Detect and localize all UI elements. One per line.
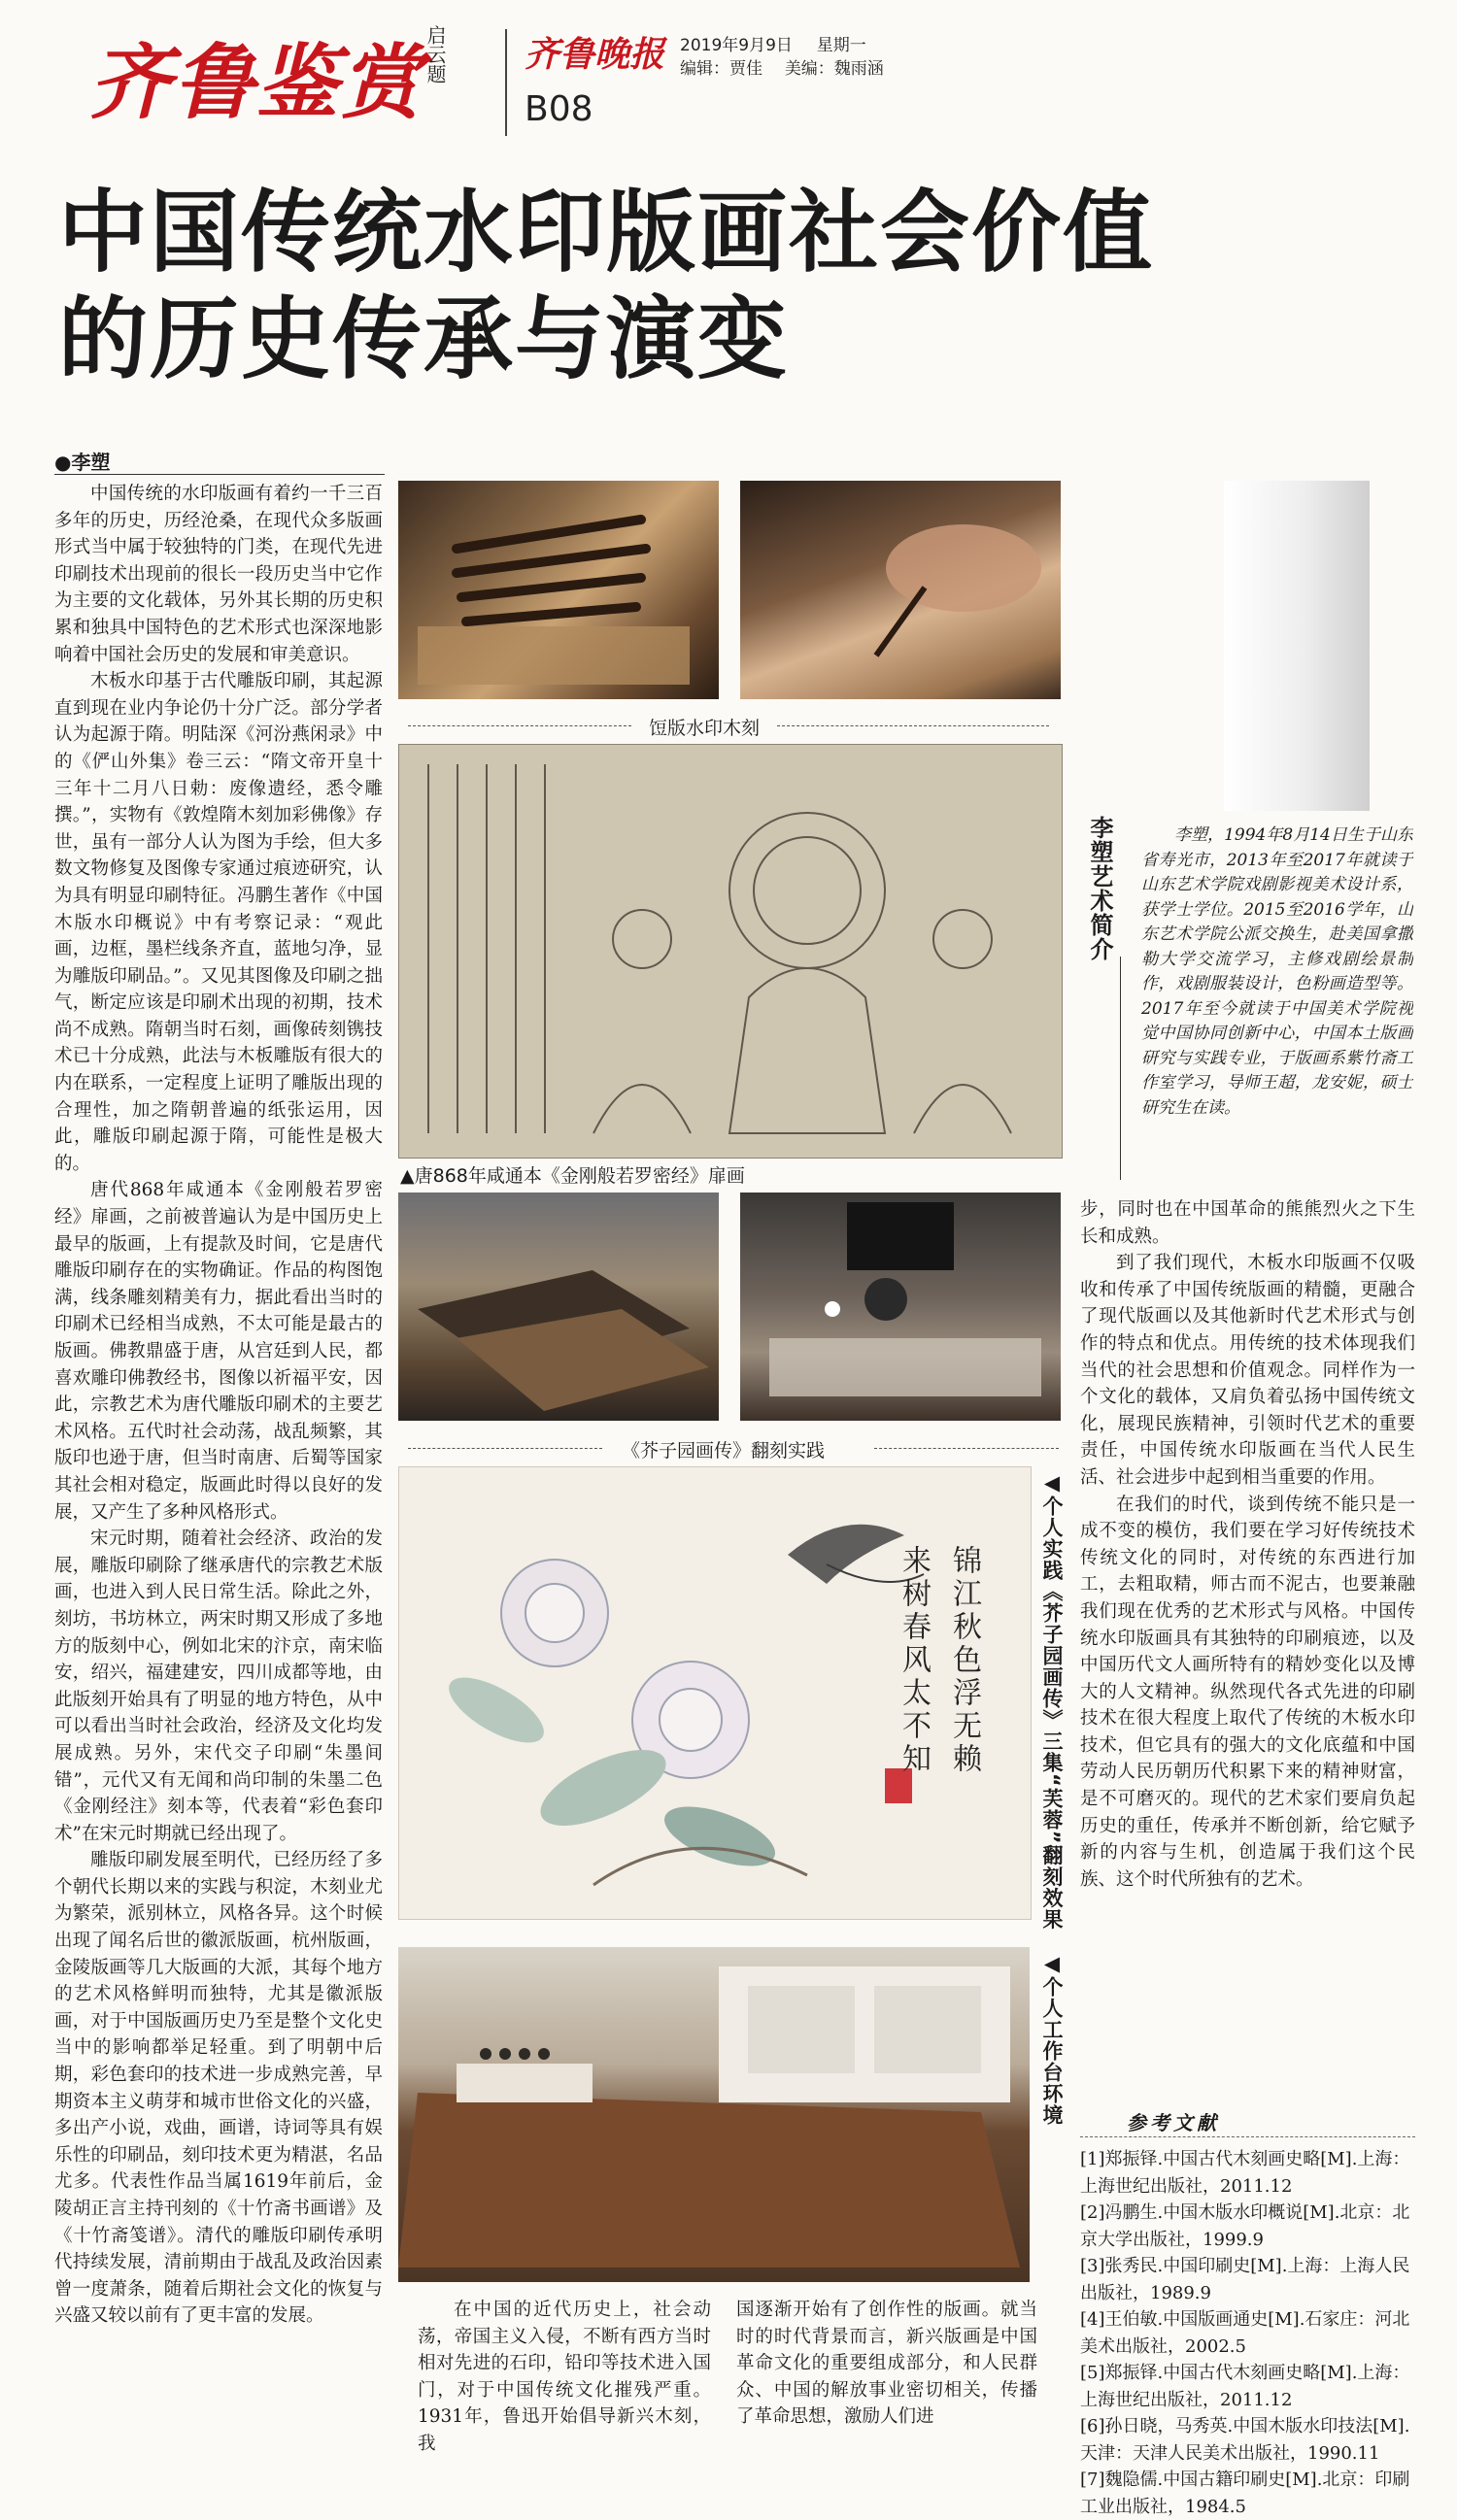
photo-diamond-sutra-frontispiece — [398, 744, 1063, 1159]
page-number: B08 — [525, 89, 593, 129]
photo-woodblocks — [398, 1193, 719, 1421]
poem-line-2: 来树春风太不知 — [897, 1545, 931, 1776]
bio-label: 李塑艺术简介 — [1086, 816, 1113, 961]
bio-label-rule — [1120, 957, 1121, 1180]
masthead-divider — [505, 29, 507, 136]
reference-item: [5]郑振铎.中国古代木刻画史略[M].上海：上海世纪出版社，2011.12 — [1080, 2363, 1410, 2410]
caption-rule-left — [408, 725, 631, 726]
article-paragraph: 步，同时也在中国革命的熊熊烈火之下生长和成熟。 — [1080, 1199, 1415, 1247]
caption-rule-right — [874, 1448, 1059, 1449]
paper-name: 齐鲁晚报 — [525, 34, 665, 75]
byline: ●李塑 — [54, 451, 111, 474]
reference-item: [6]孙日晓，马秀英.中国木版水印技法[M].天津：天津人民美术出版社，1990.11 — [1080, 2416, 1410, 2464]
section-title: 齐鲁鉴赏 — [89, 34, 424, 130]
article-column-3-bottom — [736, 2297, 1037, 2452]
photo-artist-workbench — [740, 1193, 1061, 1421]
caption-mustard-seed-practice: 《芥子园画传》翻刻实践 — [622, 1440, 826, 1462]
artist-workbench-illustration — [740, 1193, 1061, 1421]
studio-workbench-illustration — [398, 1947, 1030, 2282]
woodblocks-illustration — [398, 1193, 719, 1421]
article-column-1 — [54, 481, 383, 2501]
article-paragraph: 到了我们现代，木板水印版画不仅吸收和传承了中国传统版画的精髓，更融合了现代版画以及其他新时代艺术形式与创作的特点和优点。用传统的技术体现我们当代的社会思想和价值观念。同样作为一个文化的载体，又肩负着弘扬中国传统文化，展现民族精神，引领时代艺术的重要责任，中国传统水印版画在当代人民生活、社会进步中起到相当重要的作用。 — [1080, 1253, 1415, 1488]
reference-item: [2]冯鹏生.中国木版水印概说[M].北京：北京大学出版社，1999.9 — [1080, 2202, 1410, 2250]
article-paragraph: 国逐渐开始有了创作性的版画。就当时的时代背景而言，新兴版画是中国革命文化的重要组成部分，和人民群众、中国的解放事业密切相关，传播了革命思想，激励人们进 — [736, 2300, 1037, 2428]
hibiscus-print-illustration — [399, 1467, 1031, 1919]
article-paragraph: 木板水印基于古代雕版印刷，其起源直到现在业内争论仍十分广泛。部分学者认为起源于隋。明陆深《河汾燕闲录》中的《俨山外集》卷三云：“隋文帝开皇十三年十二月八日勅：废像遗经，悉令雕撰。”，实物有《敦煌隋木刻加彩佛像》存世，虽有一部分人认为图为手绘，但大多数文物修复及图像专家通过痕迹研究，认为具有明显印刷特征。冯鹏生著作《中国木版水印概说》中有考察记录：“观此画，边框，墨栏线条齐直，蓝地匀净，显为雕版印刷品。”。又见其图像及印刷之拙气，断定应该是印刷术出现的初期，技术尚不成熟。隋朝当时石刻，画像砖刻镌技术已十分成熟，此法与木板雕版有很大的内在联系，一定程度上证明了雕版出现的合理性，加之隋朝普遍的纸张运用，因此，雕版印刷起源于隋，可能性是极大的。 — [54, 671, 383, 1174]
date-text: 2019年9月9日 — [680, 36, 793, 55]
caption-hibiscus-effect: ◀个人实践《芥子园画传》三集“芙蓉”翻刻效果 — [1040, 1471, 1064, 1931]
masthead — [0, 0, 1457, 151]
photo-hand-carving — [740, 481, 1061, 699]
sutra-print-illustration — [399, 745, 1062, 1158]
references-rule — [1080, 2136, 1415, 2137]
staff-credits — [680, 54, 884, 79]
reference-item: [7]魏隐儒.中国古籍印刷史[M].北京：印刷工业出版社，1984.5 — [1080, 2470, 1410, 2517]
weekday-text: 星期一 — [816, 36, 866, 55]
carving-tools-illustration — [398, 481, 719, 699]
headline-line-2: 的历史传承与演变 — [58, 287, 790, 391]
reference-item: [3]张秀民.中国印刷史[M].上海：上海人民出版社，1989.9 — [1080, 2256, 1410, 2303]
calligrapher-signature: 启云题 — [424, 25, 447, 84]
references-list — [1080, 2146, 1415, 2520]
photo-hibiscus-print — [398, 1466, 1032, 1920]
references-title: 参考文献 — [1127, 2111, 1220, 2134]
article-paragraph: 中国传统的水印版画有着约一千三百多年的历史，历经沧桑，在现代众多版画形式当中属于较独特的门类，在现代先进印刷技术出现前的很长一段历史当中它作为主要的文化载体，另外其长期的历史积累和独具中国特色的艺术形式也深深地影响着中国社会历史的发展和审美意识。 — [54, 484, 383, 665]
bio-portrait-panel — [1224, 481, 1370, 811]
issue-date — [680, 31, 866, 55]
article-column-2-bottom — [418, 2297, 711, 2452]
headline-line-1: 中国传统水印版画社会价值 — [58, 181, 1155, 285]
editor-credit: 编辑：贾佳 — [680, 59, 762, 79]
poem-line-1: 锦江秋色浮无赖 — [947, 1545, 981, 1776]
article-paragraph: 在我们的时代，谈到传统不能只是一成不变的模仿，我们要在学习好传统技术传统文化的同时，对传统的东西进行加工，去粗取精，师古而不泥古，也要兼融我们现在优秀的艺术形式与风格。中国传统水印版画具有其独特的印刷痕迹，以及中国历代文人画所特有的精妙变化以及博大的人文精神。纵然现代各式先进的印刷技术在很大程度上取代了传统的木板水印技术，但它具有的强大的文化底蕴和中国劳动人民历朝历代积累下来的精神财富，是不可磨灭的。现代的艺术家们要肩负起历史的重任，传承并不断创新，给它赋予新的内容与生机，创造属于我们这个民族、这个时代所独有的艺术。 — [1080, 1494, 1415, 1890]
caption-diamond-sutra: ▲唐868年咸通本《金刚般若罗密经》扉画 — [400, 1165, 745, 1187]
article-paragraph: 唐代868年咸通本《金刚般若罗密经》扉画，之前被普遍认为是中国历史上最早的版画，上有提款及时间，它是唐代雕版印刷存在的实物确证。作品的构图饱满，线条雕刻精美有力，据此看出当时的印刷术已经相当成熟，不太可能是最古的版画。佛教鼎盛于唐，从宫廷到人民，都喜欢雕印佛教经书，图像以祈福平安，因此，宗教艺术为唐代雕版印刷术的主要艺术风格。五代时社会动荡，战乱频繁，其版印也逊于唐，但当时南唐、后蜀等国家其社会相对稳定，版画此时得以良好的发展，又产生了多种风格形式。 — [54, 1180, 383, 1523]
byline-rule — [54, 474, 385, 475]
caption-studio-environment: ◀个人工作台环境 — [1040, 1952, 1064, 2126]
article-paragraph: 宋元时期，随着社会经济、政治的发展，雕版印刷除了继承唐代的宗教艺术版画，也进入到人民日常生活。除此之外，刻坊，书坊林立，两宋时期又形成了多地方的版刻中心，例如北宋的汴京，南宋临安，绍兴，福建建安，四川成都等地，由此版刻开始具有了明显的地方特色，从中可以看出当时社会政治，经济及文化均发展成熟。另外，宋代交子印刷“朱墨间错”，元代又有无闻和尚印制的朱墨二色《金刚经注》刻本等，代表着“彩色套印术”在宋元时期就已经出现了。 — [54, 1529, 383, 1844]
caption-rule-right — [777, 725, 1049, 726]
artist-credit: 美编：魏雨涵 — [784, 59, 884, 79]
hand-carving-illustration — [740, 481, 1061, 699]
article-column-4 — [1080, 1196, 1415, 2012]
photo-studio-workbench — [398, 1947, 1030, 2282]
caption-douban-woodcut: 饾版水印木刻 — [649, 718, 761, 739]
photo-carving-tools — [398, 481, 719, 699]
caption-rule-left — [408, 1448, 602, 1449]
article-paragraph: 在中国的近代历史上，社会动荡，帝国主义入侵，不断有西方当时相对先进的石印，铅印等技术进入国门，对于中国传统文化摧残严重。1931年，鲁迅开始倡导新兴木刻，我 — [418, 2300, 711, 2452]
reference-item: [1]郑振铎.中国古代木刻画史略[M].上海：上海世纪出版社，2011.12 — [1080, 2149, 1410, 2197]
bio-paragraph: 李塑，1994年8月14日生于山东省寿光市，2013年至2017年就读于山东艺术学院戏剧影视美术设计系，获学士学位。2015至2016学年，山东艺术学院公派交换生，赴美国拿撒勒大学交流学习，主修戏剧绘景制作，戏剧服装设计，色粉画造型等。2017年至今就读于中国美术学院视觉中国协同创新中心，中国本土版画研究与实践专业，于版画系紫竹斋工作室学习，导师王超，龙安妮，硕士研究生在读。 — [1141, 825, 1413, 1118]
article-paragraph: 雕版印刷发展至明代，已经历经了多个朝代长期以来的实践与积淀，木刻业尤为繁荣，派别林立，风格各异。这个时候出现了闻名后世的徽派版画，杭州版画，金陵版画等几大版画的大派，其每个地方的艺术风格鲜明而独特，尤其是徽派版画，对于中国版画历史乃至是整个文化史当中的影响都举足轻重。到了明朝中后期，彩色套印的技术进一步成熟完善，早期资本主义萌芽和城市世俗文化的兴盛，多出产小说，戏曲，画谱，诗词等具有娱乐性的印刷品，刻印技术更为精湛，名品尤多。代表性作品当属1619年前后，金陵胡正言主持刊刻的《十竹斋书画谱》及《十竹斋笺谱》。清代的雕版印刷传承明代持续发展，清前期由于战乱及政治因素曾一度萧条，随着后期社会文化的恢复与兴盛又较以前有了更丰富的发展。 — [54, 1850, 383, 2327]
bio-text — [1141, 823, 1413, 1193]
headline — [58, 180, 1154, 393]
reference-item: [4]王伯敏.中国版画通史[M].石家庄：河北美术出版社，2002.5 — [1080, 2309, 1410, 2357]
